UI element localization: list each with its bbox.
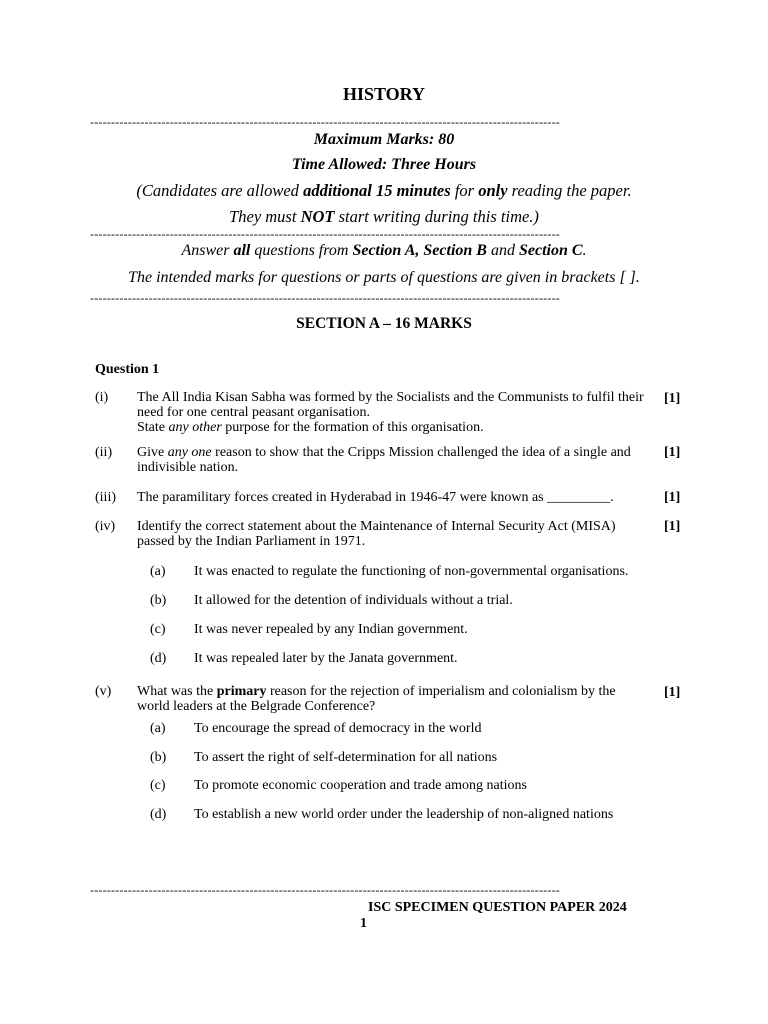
option-label: (c) bbox=[150, 622, 166, 637]
question-number: (ii) bbox=[95, 445, 113, 460]
section-title: SECTION A – 16 MARKS bbox=[296, 315, 472, 332]
page-number: 1 bbox=[360, 916, 367, 931]
question-number: (i) bbox=[95, 390, 109, 405]
question-mark: [1] bbox=[664, 445, 681, 460]
question-number: (iii) bbox=[95, 490, 116, 505]
question-heading: Question 1 bbox=[95, 362, 160, 377]
option-label: (d) bbox=[150, 807, 167, 822]
option-label: (b) bbox=[150, 750, 167, 765]
question-number: (v) bbox=[95, 684, 112, 699]
answer-instructions: Answer all questions from Section A, Section B and Section C. bbox=[181, 242, 587, 259]
max-marks: Maximum Marks: 80 bbox=[313, 131, 455, 148]
option-text: To promote economic cooperation and trade among nations bbox=[194, 778, 527, 793]
option-text: To encourage the spread of democracy in the world bbox=[194, 721, 482, 736]
marks-note: The intended marks for questions or parts of questions are given in brackets [ ]. bbox=[128, 269, 640, 286]
option-text: It allowed for the detention of individuals without a trial. bbox=[194, 593, 513, 608]
option-label: (a) bbox=[150, 564, 166, 579]
question-text: What was the primary reason for the rejection of imperialism and colonialism by the world leaders at the Belgrade Conference? bbox=[137, 684, 616, 714]
time-allowed: Time Allowed: Three Hours bbox=[291, 156, 477, 173]
footer-divider: ---------------------------------------------------------------------------------------------------------------- bbox=[90, 884, 560, 896]
page-title: HISTORY bbox=[342, 84, 426, 104]
question-mark: [1] bbox=[664, 685, 681, 700]
option-text: To establish a new world order under the leadership of non-aligned nations bbox=[194, 807, 614, 822]
divider-bottom: ---------------------------------------------------------------------------------------------------------------- bbox=[90, 292, 560, 304]
question-number: (iv) bbox=[95, 519, 116, 534]
option-label: (b) bbox=[150, 593, 167, 608]
option-text: It was never repealed by any Indian government. bbox=[194, 622, 468, 637]
question-mark: [1] bbox=[664, 519, 681, 534]
question-text: The paramilitary forces created in Hyderabad in 1946-47 were known as _________. bbox=[137, 490, 614, 505]
option-text: To assert the right of self-determination for all nations bbox=[194, 750, 498, 765]
divider-top: ---------------------------------------------------------------------------------------------------------------- bbox=[90, 116, 560, 128]
footer-title: ISC SPECIMEN QUESTION PAPER 2024 bbox=[368, 900, 627, 915]
question-mark: [1] bbox=[664, 490, 681, 505]
option-text: It was enacted to regulate the functioning of non-governmental organisations. bbox=[194, 564, 629, 579]
question-mark: [1] bbox=[664, 391, 681, 406]
question-text: The All India Kisan Sabha was formed by the Socialists and the Communists to fulfil their need for one central peasant organisation. State any other purpose for the formation of this organisation. bbox=[137, 390, 644, 435]
question-text: Identify the correct statement about the Maintenance of Internal Security Act (MISA) passed by the Indian Parliament in 1971. bbox=[137, 519, 616, 549]
question-text: Give any one reason to show that the Cripps Mission challenged the idea of a single and indivisible nation. bbox=[137, 445, 631, 475]
option-text: It was repealed later by the Janata government. bbox=[194, 651, 458, 666]
reading-note-line2: They must NOT start writing during this time.) bbox=[229, 207, 539, 226]
reading-note-line1: (Candidates are allowed additional 15 minutes for only reading the paper. bbox=[136, 181, 632, 200]
divider-middle: ---------------------------------------------------------------------------------------------------------------- bbox=[90, 228, 560, 240]
option-label: (d) bbox=[150, 651, 167, 666]
option-label: (a) bbox=[150, 721, 166, 736]
option-label: (c) bbox=[150, 778, 166, 793]
